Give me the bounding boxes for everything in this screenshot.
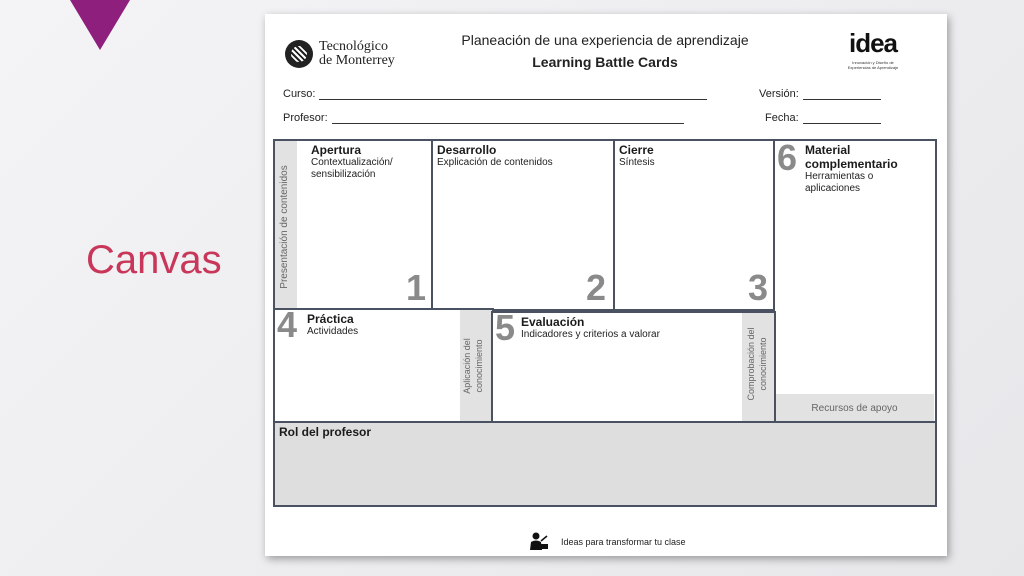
material-title: Material complementario [805,143,898,171]
apertura-subtitle: Contextualización/ sensibilización [311,157,393,180]
footer-text: Ideas para transformar tu clase [561,537,686,547]
evaluacion-subtitle: Indicadores y criterios a valorar [521,329,660,340]
sheet-subtitle: Learning Battle Cards [532,54,678,70]
version-label: Versión: [759,88,799,100]
canvas-sheet [265,14,947,556]
practica-title: Práctica [307,312,354,326]
cell-evaluacion [491,307,776,424]
sheet-footer [527,532,686,552]
tec-logo-line2: de Monterrey [319,53,395,68]
canvas-grid [273,139,937,507]
cell-rol-profesor [273,421,937,507]
desarrollo-subtitle: Explicación de contenidos [437,157,553,168]
apertura-title: Apertura [311,143,362,157]
desarrollo-number: 2 [585,267,606,308]
profesor-line [332,113,684,124]
version-line [803,89,881,100]
rol-title: Rol del profesor [279,425,372,439]
comprobacion-label: Comprobación del conocimiento [746,327,768,401]
recursos-label: Recursos de apoyo [811,402,898,414]
slide-title: Canvas [86,238,222,282]
practica-subtitle: Actividades [307,326,359,337]
fecha-label: Fecha: [765,112,799,124]
cierre-subtitle: Síntesis [619,157,655,168]
material-number: 6 [777,137,798,178]
teacher-icon [527,532,549,552]
idea-logo [843,30,903,70]
desarrollo-title: Desarrollo [437,143,497,157]
curso-field [283,88,707,100]
fecha-field [765,112,881,124]
idea-logo-word: idea [848,28,898,58]
cell-apertura [273,139,434,311]
cell-practica [273,304,494,424]
profesor-field [283,112,684,124]
practica-number: 4 [277,304,298,345]
apertura-number: 1 [405,267,426,308]
cell-material [773,139,937,424]
recursos-strip [775,394,934,422]
tec-logo [285,40,395,68]
idea-logo-tagline: Innovación y Diseño de Experiencias de Aprendizaje [847,60,899,70]
sheet-header [445,32,765,70]
decorative-triangle [70,0,130,50]
profesor-label: Profesor: [283,112,328,124]
material-subtitle: Herramientas o aplicaciones [805,171,874,194]
curso-line [319,89,707,100]
tec-logo-line1: Tecnológico [319,39,388,54]
evaluacion-title: Evaluación [521,315,585,329]
fecha-line [803,113,881,124]
presentacion-label: Presentación de contenidos [279,165,290,289]
cell-cierre [613,139,776,311]
sheet-title: Planeación de una experiencia de aprendizaje [461,32,749,48]
cierre-number: 3 [747,267,768,308]
tec-seal-icon [285,40,313,68]
cierre-title: Cierre [619,143,654,157]
curso-label: Curso: [283,88,316,100]
version-field [759,88,881,100]
cell-desarrollo [431,139,616,311]
aplicacion-label: Aplicación del conocimiento [462,338,484,394]
evaluacion-number: 5 [495,307,516,348]
